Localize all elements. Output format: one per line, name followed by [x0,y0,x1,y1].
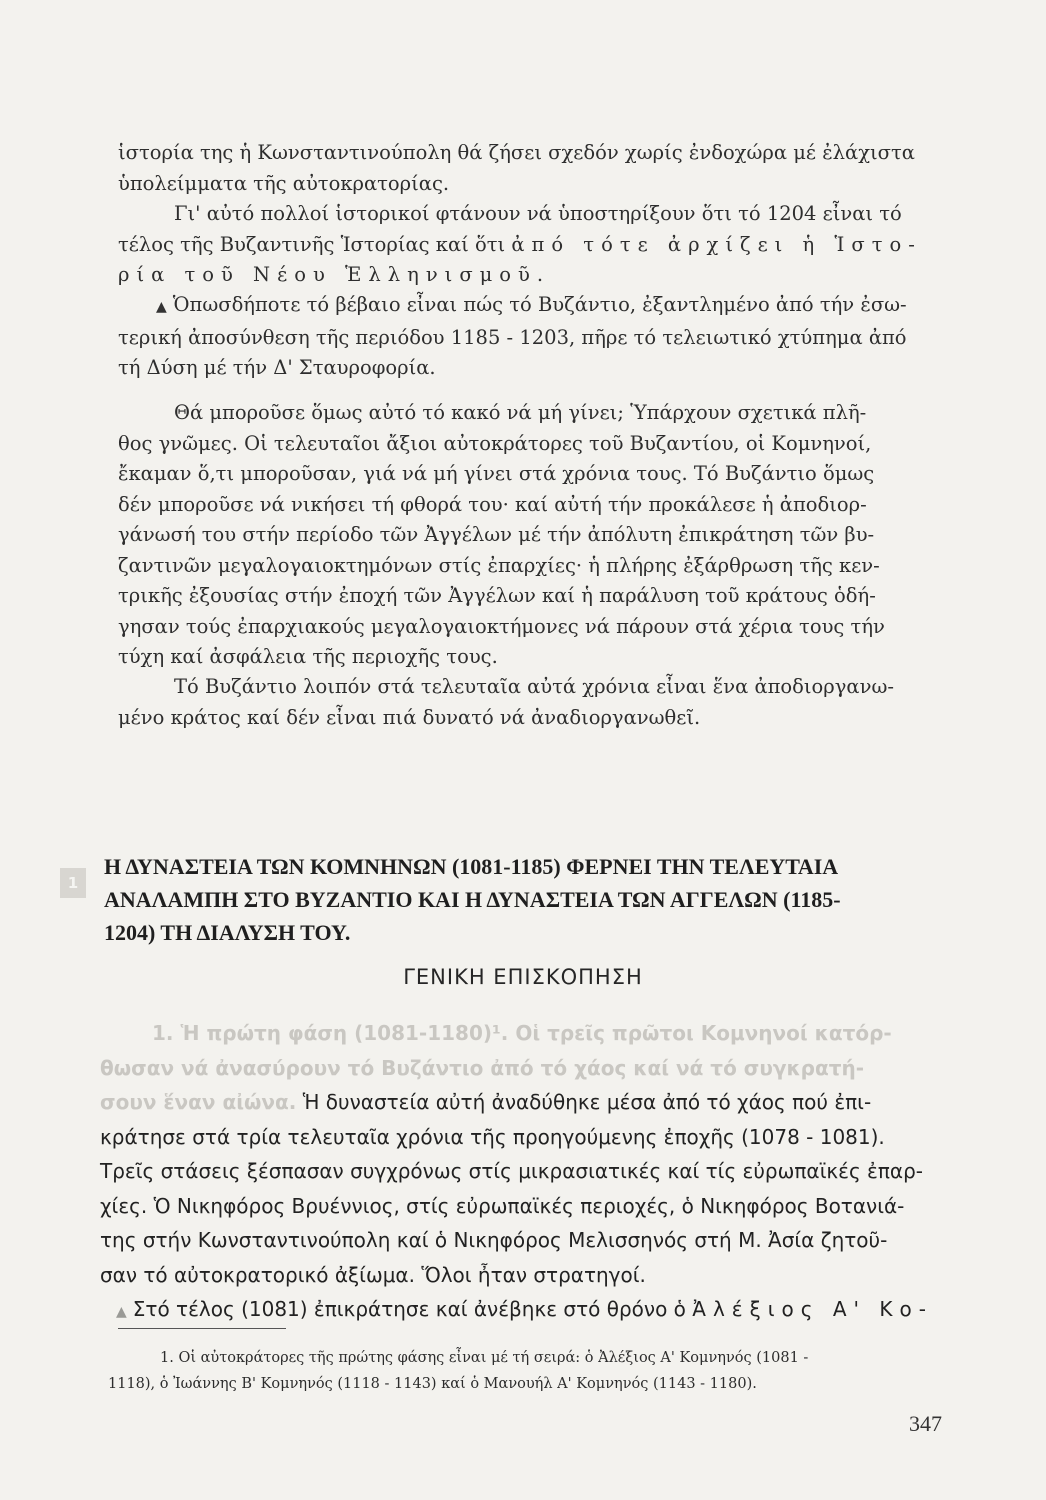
text-line: Θά μποροῦσε ὅμως αὐτό τό κακό νά μή γίνει; Ὑπάρχουν σχετικά πλῆ- [174,401,867,424]
text-line: τρικῆς ἐξουσίας στήν ἐποχή τῶν Ἀγγέλων καί ἡ παράλυση τοῦ κράτους ὁδή- [118,584,876,607]
text-line [100,1085,958,1120]
triangle-marker-icon: ▲ [116,1304,127,1320]
paragraph-1 [118,138,915,199]
text-line [100,1292,958,1330]
text-line [118,290,908,323]
text-line: ζαντινῶν μεγαλογαιοκτημόνων στίς ἐπαρχίες· ἡ πλήρης ἐξάρθρωση τῆς κεν- [118,553,880,577]
text-line: Τό Βυζάντιο λοιπόν στά τελευταῖα αὐτά χρόνια εἶναι ἕνα ἀποδιοργανω- [174,675,894,698]
phase-subheading-line: 1. Ἡ πρώτη φάση (1081-1180)¹. Οἱ τρεῖς πρῶτοι Κομνηνοί κατόρ- [152,1021,892,1045]
text-line: γάνωσή του στήν περίοδο τῶν Ἀγγέλων μέ τήν ἀπόλυτη ἐπικράτηση τῶν βυ- [118,523,875,546]
phase-subheading-line: σουν ἕναν αἰώνα. [100,1090,297,1114]
spaced-emphasis: ἀπό τότε ἀρχίζει ἡ Ἱστο- [511,232,922,256]
heading-line: ΑΝΑΛΑΜΠΗ ΣΤΟ ΒΥΖΑΝΤΙΟ ΚΑΙ Η ΔΥΝΑΣΤΕΙΑ ΤΩΝ ΑΓΓΕΛΩΝ (1185- [104,887,841,912]
text-line: θος γνῶμες. Οἱ τελευταῖοι ἄξιοι αὐτοκράτορες τοῦ Βυζαντίου, οἱ Κομνηνοί, [118,431,872,455]
text-line: δέν μποροῦσε νά νικήσει τή φθορά του· καί αὐτή τήν προκάλεσε ἡ ἀποδιορ- [118,492,867,516]
text-line: τύχη καί ἀσφάλεια τῆς περιοχῆς τους. [118,645,498,668]
heading-line: 1204) ΤΗ ΔΙΑΛΥΣΗ ΤΟΥ. [104,920,351,945]
footnote-line: 1118), ὁ Ἰωάννης Β' Κομνηνός (1118 - 1143) καί ὁ Μανουήλ Α' Κομνηνός (1143 - 1180). [108,1376,757,1392]
paragraph-5 [118,672,908,733]
text-line: χίες. Ὁ Νικηφόρος Βρυέννιος, στίς εὐρωπαϊκές περιοχές, ὁ Νικηφόρος Βοτανιά- [100,1193,905,1218]
text-line: της στήν Κωνσταντινούπολη καί ὁ Νικηφόρος Μελισσηνός στή Μ. Ἀσία ζητοῦ- [100,1228,888,1252]
paragraph-3 [118,290,908,384]
spaced-emphasis: ρία τοῦ Νέου Ἑλληνισμοῦ. [118,263,551,286]
section-heading [104,850,944,949]
text-line: γησαν τούς ἐπαρχιακούς μεγαλογαιοκτήμονες νά πάρουν στά χέρια τους τήν [118,614,885,638]
text-line: μένο κράτος καί δέν εἶναι πιά δυνατό νά ἀναδιοργανωθεῖ. [118,705,701,729]
text-line [118,230,922,261]
footnote [108,1345,958,1397]
paragraph-4 [118,398,908,673]
spaced-emphasis: Ἀλέξιος Α' Κο- [692,1297,933,1321]
footnote-divider [118,1328,286,1329]
phase-paragraph [100,1016,958,1330]
phase-subheading-line: θωσαν νά ἀνασύρουν τό Βυζάντιο ἀπό τό χάος καί νά τό συγκρατή- [100,1055,865,1080]
text-line: Γι' αὐτό πολλοί ἱστορικοί φτάνουν νά ὑποστηρίξουν ὅτι τό 1204 εἶναι τό [174,202,902,225]
text-line: ὑπολείμματα τῆς αὐτοκρατορίας. [118,171,450,195]
text-line: Τρεῖς στάσεις ξέσπασαν συγχρόνως στίς μικρασιατικές καί τίς εὐρωπαϊκές ἐπαρ- [100,1159,923,1183]
text-span: Στό τέλος (1081) ἐπικράτησε καί ἀνέβηκε στό θρόνο ὁ [132,1297,693,1321]
text-line: σαν τό αὐτοκρατορικό ἀξίωμα. Ὅλοι ἦταν στρατηγοί. [100,1262,646,1287]
footnote-line: 1. Οἱ αὐτοκράτορες τῆς πρώτης φάσης εἶναι μέ τή σειρά: ὁ Ἀλέξιος Α' Κομνηνός (1081 - [160,1350,809,1366]
text-span: τέλος τῆς Βυζαντινῆς Ἱστορίας καί ὅτι [118,232,512,256]
text-line: ἱστορία της ἡ Κωνσταντινούπολη θά ζήσει σχεδόν χωρίς ἐνδοχώρα μέ ἐλάχιστα [118,141,915,164]
paragraph-2 [118,199,922,291]
triangle-marker-icon: ▲ [156,299,167,315]
text-span: Ἡ δυναστεία αὐτή ἀναδύθηκε μέσα ἀπό τό χάος πού ἐπι- [296,1090,872,1114]
heading-line: Η ΔΥΝΑΣΤΕΙΑ ΤΩΝ ΚΟΜΝΗΝΩΝ (1081-1185) ΦΕΡΝΕΙ ΤΗΝ ΤΕΛΕΥΤΑΙΑ [104,854,839,879]
page-number: 347 [909,1411,942,1436]
text-line: τερική ἀποσύνθεση τῆς περιόδου 1185 - 1203, πῆρε τό τελειωτικό χτύπημα ἀπό [118,325,907,349]
text-line: κράτησε στά τρία τελευταῖα χρόνια τῆς προηγούμενης ἐποχῆς (1078 - 1081). [100,1124,885,1149]
text-span: Ὁπωσδήποτε τό βέβαιο εἶναι πώς τό Βυζάντιο, ἐξαντλημένο ἀπό τήν ἐσω- [172,293,907,316]
text-line: ἔκαμαν ὅ,τι μποροῦσαν, γιά νά μή γίνει στά χρόνια τους. Τό Βυζάντιο ὅμως [118,462,875,485]
overview-title: ΓΕΝΙΚΗ ΕΠΙΣΚΟΠΗΣΗ [403,965,643,989]
section-number-badge: 1 [60,868,86,898]
text-line: τή Δύση μέ τήν Δ' Σταυροφορία. [118,356,436,379]
